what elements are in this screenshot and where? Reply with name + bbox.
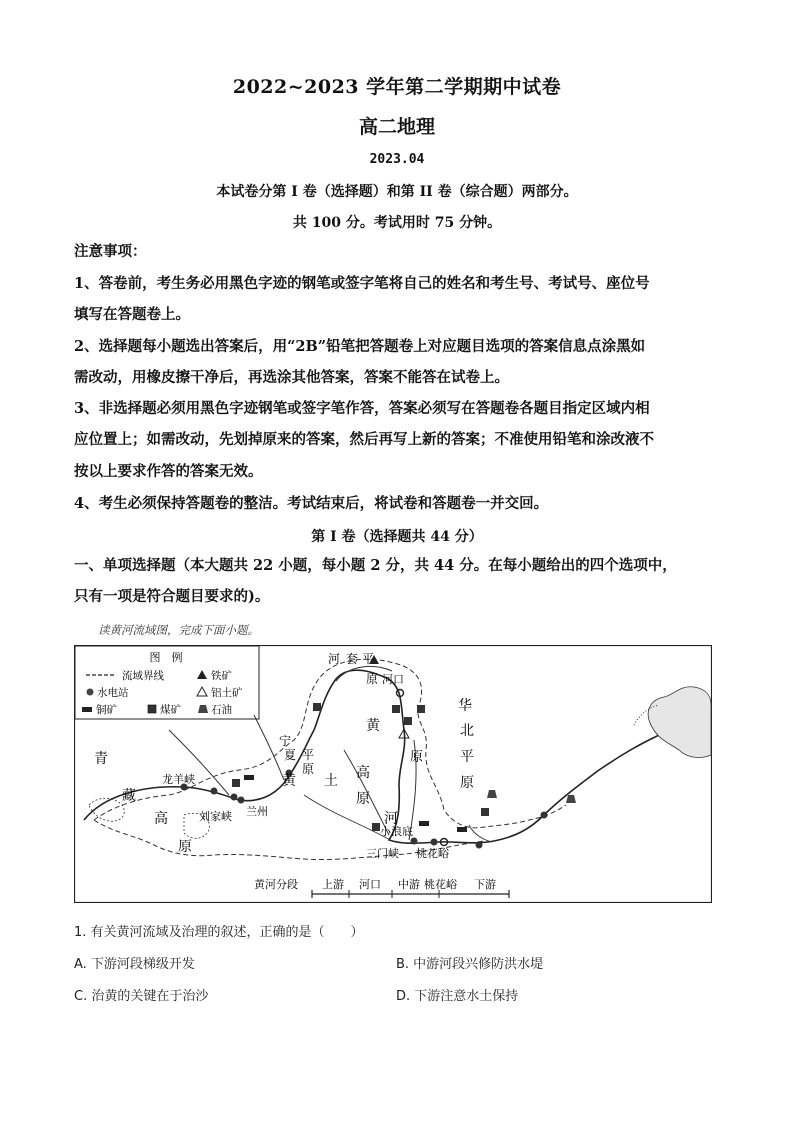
notes-line-1: 1、答卷前，考生务必用黑色字迹的钢笔或签字笔将自己的姓名和考生号、考试号、座位号 <box>74 275 650 292</box>
hydro-taohuayu <box>476 842 483 849</box>
coal-3 <box>392 705 400 713</box>
notes-line-5: 3、非选择题必须用黑色字迹钢笔或签字笔作答，答案必须写在答题卷各题目指定区域内相 <box>74 400 650 417</box>
exam-intro-1: 本试卷分第 I 卷（选择题）和第 II 卷（综合题）两部分。 <box>216 184 578 200</box>
label-he-river: 河 <box>384 811 398 827</box>
hydro-sanmenxia <box>431 839 438 846</box>
coal-7 <box>481 808 489 816</box>
question-1-option-b[interactable]: B. 中游河段兴修防洪水堤 <box>396 957 544 972</box>
copper-ore-icon <box>82 707 92 712</box>
hydro-liujiaxia <box>231 794 238 801</box>
coal-2 <box>313 703 321 711</box>
label-he-hetao: 河 <box>328 652 341 666</box>
hydro-2 <box>211 788 218 795</box>
label-xia: 夏 <box>284 748 297 762</box>
coal-6 <box>372 823 380 831</box>
label-hekou: 河口 <box>382 673 404 686</box>
yellow-river-basin-map <box>74 645 712 903</box>
legend-title: 图 例 <box>149 651 183 664</box>
coal-1 <box>232 779 240 787</box>
copper-1 <box>244 775 254 780</box>
label-xiaolangdi: 小浪底 <box>380 825 413 838</box>
hydro-lanzhou <box>238 797 245 804</box>
exam-subject: 高二地理 <box>358 116 435 138</box>
label-yuan-ltp: 原 <box>356 791 370 807</box>
notes-line-2: 填写在答题卷上。 <box>74 306 190 323</box>
label-taohuayu: 桃花峪 <box>416 847 449 860</box>
coal-5 <box>417 705 425 713</box>
label-tu: 土 <box>324 773 338 789</box>
label-yuan-west: 原 <box>178 839 192 855</box>
label-longyangxia: 龙羊峡 <box>162 773 195 786</box>
figure-caption: 读黄河流域图，完成下面小题。 <box>98 623 259 637</box>
label-zang: 藏 <box>122 788 136 804</box>
legend-iron: 铁矿 <box>211 670 232 682</box>
label-yuan-east: 原 <box>410 750 424 765</box>
legend-coal: 煤矿 <box>160 704 181 716</box>
exam-date: 2023.04 <box>369 152 425 167</box>
coal-4 <box>404 717 412 725</box>
notes-heading: 注意事项： <box>74 243 147 260</box>
label-hua: 华 <box>458 698 472 714</box>
label-gao-west: 高 <box>154 811 168 827</box>
segment-hekou: 河口 <box>359 878 381 891</box>
legend-boundary: 流域界线 <box>122 670 164 682</box>
coal-mine-icon <box>148 705 156 713</box>
legend-bauxite: 铝土矿 <box>211 687 243 699</box>
segment-upper: 上游 <box>322 878 344 891</box>
hydro-station-icon <box>87 689 94 696</box>
label-huang-river: 黄 <box>366 718 380 734</box>
segment-middle: 中游 <box>398 878 420 891</box>
legend-hydro: 水电站 <box>97 687 129 699</box>
notes-line-6: 应位置上；如需改动，先划掉原来的答案，然后再写上新的答案；不准使用铅笔和涂改液不 <box>74 431 654 448</box>
label-bei: 北 <box>460 723 474 739</box>
hydro-lower-1 <box>541 812 548 819</box>
label-huang-ningxia: 黄 <box>282 773 296 789</box>
notes-line-3: 2、选择题每小题选出答案后，用“2B”铅笔把答题卷上对应题目选项的答案信息点涂黑如 <box>74 338 646 355</box>
exam-title: 2022~2023 学年第二学期期中试卷 <box>232 76 562 98</box>
section-line-1: 一、单项选择题（本大题共 22 小题，每小题 2 分，共 44 分。在每小题给出的四个选项中， <box>74 557 677 574</box>
exam-intro-2: 共 100 分。考试用时 75 分钟。 <box>292 215 502 231</box>
notes-line-7: 按以上要求作答的答案无效。 <box>74 463 263 480</box>
segment-taohuayu: 桃花峪 <box>424 878 457 891</box>
map-legend <box>75 646 259 719</box>
segment-lower: 下游 <box>474 878 496 891</box>
question-1-stem: 1. 有关黄河流域及治理的叙述，正确的是（ ） <box>74 925 364 940</box>
notes-line-8: 4、考生必须保持答题卷的整洁。考试结束后，将试卷和答题卷一并交回。 <box>74 495 549 512</box>
notes-line-4: 需改动，用橡皮擦干净后，再选涂其他答案，答案不能答在试卷上。 <box>74 369 509 386</box>
legend-oil: 石油 <box>211 704 232 716</box>
segment-label: 黄河分段 <box>254 878 298 891</box>
label-lanzhou: 兰州 <box>246 805 268 818</box>
section-line-2: 只有一项是符合题目要求的)。 <box>74 588 270 605</box>
hydro-xiaolangdi <box>411 838 418 845</box>
legend-copper: 铜矿 <box>96 704 117 716</box>
label-ping-ningxia: 平 <box>302 748 315 762</box>
question-1-option-a[interactable]: A. 下游河段梯级开发 <box>74 957 195 972</box>
label-sanmenxia: 三门峡 <box>366 847 399 860</box>
label-ping-huabei: 平 <box>460 749 474 765</box>
label-liujiaxia: 刘家峡 <box>199 810 232 823</box>
label-gao-ltp: 高 <box>356 765 370 781</box>
label-ning: 宁 <box>279 734 292 748</box>
copper-3 <box>457 827 467 832</box>
label-ping-hetao: 平 <box>362 652 375 666</box>
part1-heading: 第 I 卷（选择题共 44 分） <box>311 529 483 545</box>
label-yuan-hetao: 原 <box>366 672 379 686</box>
label-yuan-huabei: 原 <box>460 775 474 791</box>
copper-2 <box>419 821 429 826</box>
question-1-option-c[interactable]: C. 治黄的关键在于治沙 <box>74 989 209 1004</box>
label-qing: 青 <box>94 751 108 767</box>
question-1-option-d[interactable]: D. 下游注意水土保持 <box>396 989 519 1004</box>
label-tao: 套 <box>346 652 359 666</box>
label-yuan-ningxia: 原 <box>302 762 315 776</box>
